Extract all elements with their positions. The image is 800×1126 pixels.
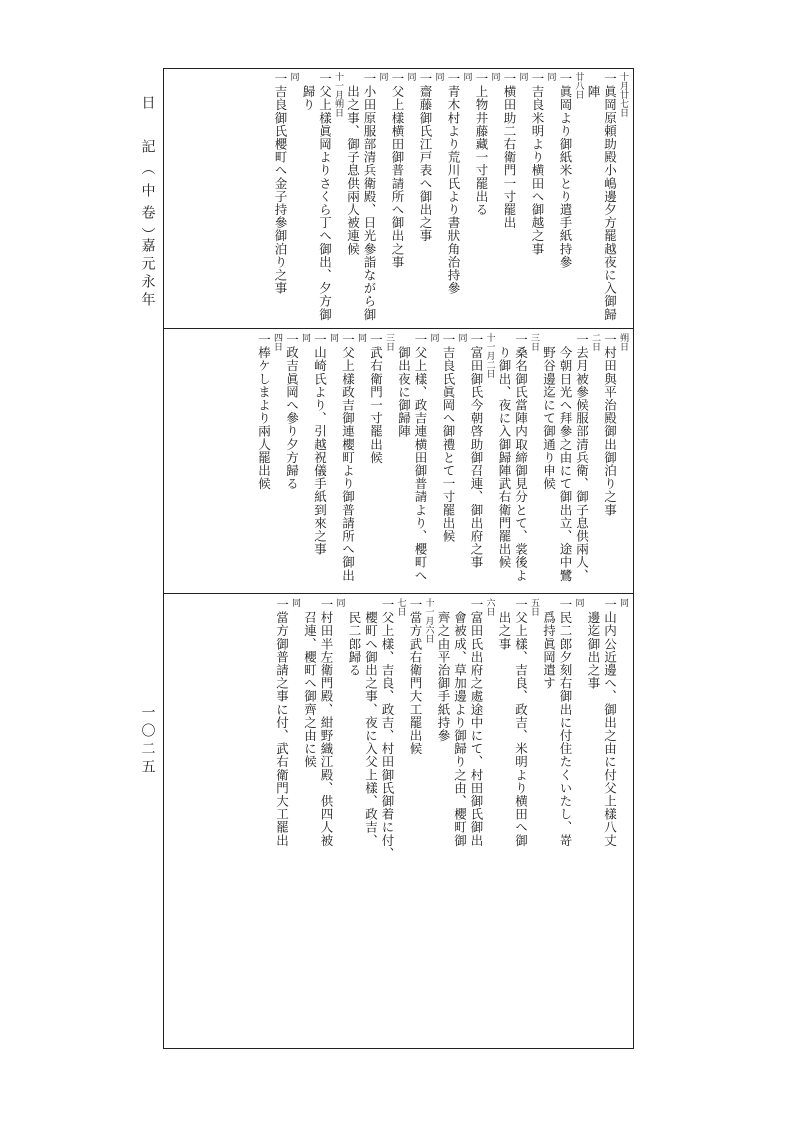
entry-line: 一桑名御氏當陣内取締御見分とて、裳後よ: [513, 333, 529, 582]
entry-date: 同: [461, 72, 472, 81]
entry-line: 一眞岡より御紙米とり遣手紙持參: [558, 72, 573, 269]
entry-date: 同: [405, 72, 416, 81]
entry-line: 一吉良氏眞岡へ御禮とて一寸罷出候: [441, 333, 456, 543]
entry-date: 十一月朔日: [333, 72, 343, 117]
entry-date: 同: [300, 333, 310, 342]
entry-date: 同: [545, 72, 556, 81]
entry-date: 同: [428, 333, 439, 342]
book-title: 日 記（中卷）: [139, 95, 156, 249]
entry-line: 一青木村より荒川氏より書狀角治持參: [446, 72, 461, 295]
entry-date: 三日: [384, 333, 394, 351]
entry-line: 一當方武右衛門大工罷出候: [408, 598, 423, 756]
entry-line: 一父上樣政吉御連櫻町より御普請所へ御出: [340, 333, 356, 582]
entry-line: 一父上樣、吉良、政吉、米明より横田へ御: [513, 598, 529, 847]
entry-line: 一政吉眞岡へ參り夕方歸る: [284, 333, 300, 491]
entry-line: 爲持眞岡遣す: [541, 598, 557, 690]
entry-date: 同: [456, 333, 467, 342]
entry-date: 十一月六日: [423, 598, 434, 643]
entry-line: 一村田與平治殿御出御泊り之事: [602, 333, 618, 517]
entry-date: 朔日: [618, 333, 628, 351]
entry-line: 一當方御普請之事に付、武右衛門大工罷出: [274, 598, 290, 847]
era-label: 嘉元永年: [139, 238, 156, 310]
entry-date: 同: [356, 333, 366, 342]
entry-date: 同: [288, 72, 299, 81]
entry-line: 一父上樣眞岡よりさくら丁へ御出、夕方御: [317, 72, 333, 321]
entry-line: 會被成、草加邊より御歸り之由、櫻町御: [452, 598, 468, 847]
entry-line: 一吉良御氏櫻町へ金子持參御泊り之事: [273, 72, 288, 295]
entry-date: 同: [334, 598, 345, 607]
entry-line: 一齋藤御氏江戸表へ御出之事: [418, 72, 433, 243]
section-divider: [163, 593, 634, 594]
section-divider: [163, 328, 634, 329]
entry-date: 十月廿七日: [618, 72, 628, 117]
entry-line: り御出、夜に入御歸陣武右衛門罷出候: [497, 333, 512, 569]
entry-line: 出之事: [497, 598, 512, 651]
entry-date: 七日: [395, 598, 406, 616]
entry-date: 同: [328, 333, 338, 342]
entry-line: 齊之由平治御手紙持參: [436, 598, 451, 743]
entry-line: 民二郎歸る: [347, 598, 362, 677]
entry-date: 十一月二日: [484, 333, 495, 378]
entry-line: 一上物井藤藏一寸罷出る: [474, 72, 489, 217]
entry-date: 同: [377, 72, 388, 81]
entry-line: 一山崎氏より、引越祝儀手紙到來之事: [312, 333, 328, 556]
entry-line: 一民二郎夕刻右御出に付住たくいたし、嵜: [558, 598, 573, 847]
entry-line: 一吉良米明より横田へ御越之事: [530, 72, 545, 256]
entry-date: 同: [290, 598, 300, 607]
entry-line: 一棒ケしまより兩人罷出候: [256, 333, 272, 491]
entry-date: 三日: [529, 333, 539, 351]
entry-line: 今朝日光へ拜參之由にて御出立、途中鷺: [558, 333, 573, 582]
entry-line: 一武右衛門一寸罷出候: [368, 333, 384, 464]
entry-date: 四日: [272, 333, 282, 351]
entry-line: 一富田氏出府之處途中にて、村田御氏御出: [469, 598, 484, 847]
entry-line: 歸り: [301, 72, 316, 112]
entry-date: 廿八日: [573, 72, 584, 99]
entry-line: 一眞岡原頼助殿小嶋邊夕方罷越夜に入御歸: [602, 72, 618, 321]
entry-line: 陣: [586, 72, 601, 99]
entry-line: 一横田助二右衛門一寸罷出: [502, 72, 517, 230]
entry-line: 一富田御氏今朝啓助御召連、御出府之事: [469, 333, 484, 569]
entry-date: 五日: [529, 598, 539, 616]
entry-line: 邊迄御出之事: [586, 598, 601, 690]
entry-line: 櫻町へ御出之事、夜に入父上樣、政吉、: [363, 598, 379, 847]
entry-line: 一父上樣、吉良、政吉、村田御氏御着に付、: [380, 598, 395, 860]
entry-line: 御出夜に御歸陣: [396, 333, 412, 438]
page-number: 一〇二五: [139, 705, 156, 777]
entry-date: 六日: [484, 598, 495, 616]
entry-line: 一父上樣、政吉連横田御普請より、櫻町へ: [413, 333, 428, 582]
entry-line: 召連、櫻町へ御齊之由に候: [302, 598, 318, 769]
entry-line: 一山内公近邊へ、御出之由に付父上樣八丈: [602, 598, 618, 847]
entry-date: 同: [618, 598, 628, 607]
entry-date: 二日: [590, 333, 600, 351]
entry-date: 同: [573, 598, 584, 607]
entry-line: 一去月被參候服部清兵衛、御子息供兩人、: [574, 333, 590, 582]
entry-date: 同: [517, 72, 528, 81]
entry-line: 一村田半左衛門殿、紺野織江殿、供四人被: [319, 598, 334, 847]
entry-date: 同: [433, 72, 444, 81]
entry-line: 野谷邊迄にて御通り申候: [541, 333, 557, 491]
entry-line: 出之事、御子息供兩人被連候: [345, 72, 361, 256]
entry-date: 同: [489, 72, 500, 81]
entry-line: 一父上樣横田御普請所へ御出之事: [390, 72, 405, 269]
entry-line: 一小田原服部清兵衛殿、日光參詣ながら御: [362, 72, 377, 321]
